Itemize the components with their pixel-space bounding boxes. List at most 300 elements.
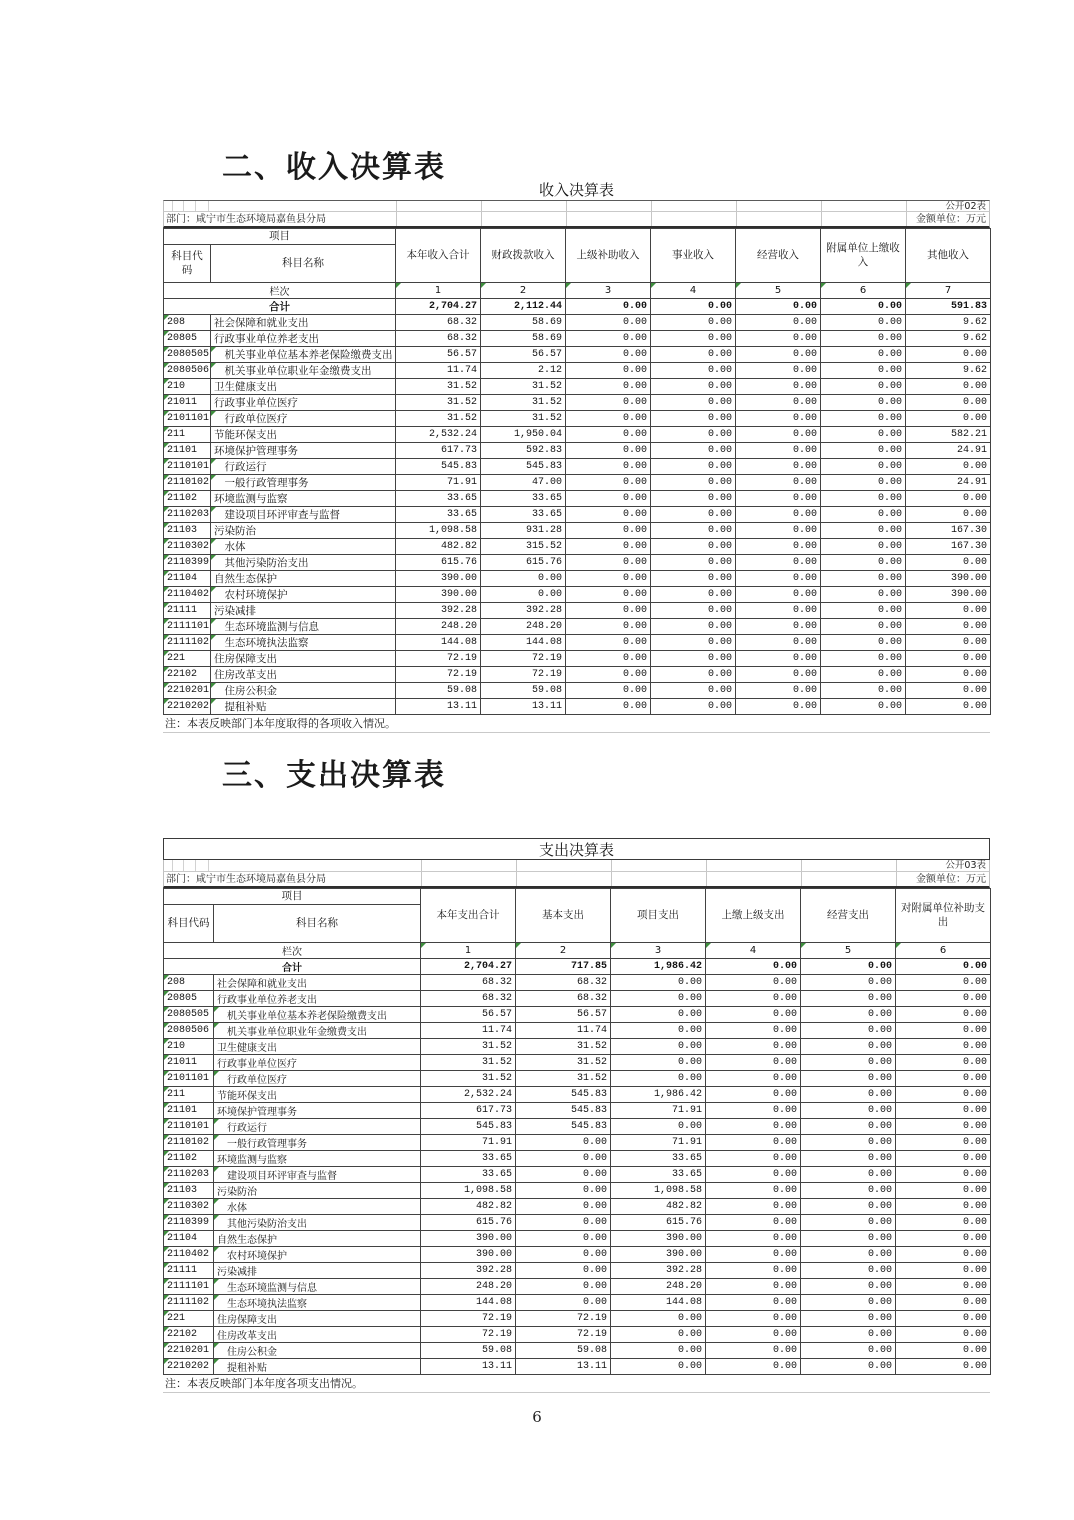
subject-name-cell: 一般行政管理事务 [211,475,396,491]
value-cell: 144.08 [421,1295,516,1311]
value-cell: 2.12 [481,363,566,379]
table-row [164,651,991,667]
subject-code-cell: 21102 [164,1151,214,1167]
table-row [164,1119,991,1135]
value-cell: 1,986.42 [611,1087,706,1103]
value-cell: 0.00 [801,1215,896,1231]
subject-name-cell: 水体 [211,539,396,555]
value-cell: 0.00 [821,539,906,555]
value-cell: 0.00 [651,507,736,523]
value-cell: 0.00 [821,363,906,379]
table-row [164,1167,991,1183]
table-row [164,1327,991,1343]
subject-code-cell: 2080505 [164,1007,214,1023]
value-cell: 0.00 [566,667,651,683]
value-cell: 0.00 [736,331,821,347]
value-cell: 0.00 [651,475,736,491]
subject-name-cell: 机关事业单位基本养老保险缴费支出 [211,347,396,363]
department-label: 部门：咸宁市生态环境局嘉鱼县分局 [166,874,326,885]
value-cell: 0.00 [566,491,651,507]
column-header: 基本支出 [516,889,611,943]
value-cell: 0.00 [651,395,736,411]
expense-table-note: 注：本表反映部门本年度各项支出情况。 [163,1375,990,1393]
value-cell: 0.00 [896,1247,991,1263]
value-cell: 13.11 [421,1359,516,1375]
value-cell: 0.00 [821,507,906,523]
subject-code-cell: 21104 [164,1231,214,1247]
table-row [164,315,991,331]
value-cell: 9.62 [906,363,991,379]
value-cell: 0.00 [651,459,736,475]
subject-name-cell: 环境监测与监察 [214,1151,421,1167]
subject-name-cell: 行政事业单位养老支出 [214,991,421,1007]
value-cell: 0.00 [736,683,821,699]
value-cell: 144.08 [611,1295,706,1311]
subject-code-cell: 2210201 [164,683,211,699]
value-cell: 0.00 [736,491,821,507]
value-cell: 0.00 [821,427,906,443]
value-cell: 0.00 [821,459,906,475]
subject-code-cell: 208 [164,315,211,331]
subject-name-cell: 其他污染防治支出 [214,1215,421,1231]
value-cell: 13.11 [516,1359,611,1375]
table-row [164,991,991,1007]
value-cell: 0.00 [821,443,906,459]
table-row [164,1087,991,1103]
value-cell: 0.00 [801,1327,896,1343]
value-cell: 1,950.04 [481,427,566,443]
subject-name-cell: 生态环境监测与信息 [214,1279,421,1295]
value-cell: 0.00 [906,619,991,635]
value-cell: 615.76 [481,555,566,571]
value-cell: 0.00 [896,1231,991,1247]
value-cell: 0.00 [896,1215,991,1231]
value-cell: 0.00 [706,1055,801,1071]
subject-name-cell: 节能环保支出 [211,427,396,443]
value-cell: 0.00 [821,347,906,363]
value-cell: 167.30 [906,523,991,539]
value-cell: 0.00 [706,1151,801,1167]
table-row [164,635,991,651]
table-row [164,1295,991,1311]
value-cell: 0.00 [736,475,821,491]
total-label: 合计 [164,299,396,315]
value-cell: 0.00 [566,315,651,331]
value-cell: 0.00 [706,1359,801,1375]
subject-name-cell: 环境监测与监察 [211,491,396,507]
value-cell: 0.00 [736,587,821,603]
table-row [164,1247,991,1263]
subject-name-cell: 节能环保支出 [214,1087,421,1103]
subject-code-cell: 211 [164,1087,214,1103]
subject-name-cell: 行政事业单位养老支出 [211,331,396,347]
value-cell: 33.65 [611,1167,706,1183]
value-cell: 0.00 [821,699,906,715]
value-cell: 58.69 [481,331,566,347]
value-cell: 0.00 [481,571,566,587]
table-row [164,507,991,523]
subject-code-cell: 2110203 [164,507,211,523]
column-header: 项目支出 [611,889,706,943]
subject-name-cell: 提租补贴 [214,1359,421,1375]
value-cell: 390.00 [906,587,991,603]
value-cell: 0.00 [611,1119,706,1135]
value-cell: 0.00 [706,1247,801,1263]
value-cell: 0.00 [906,683,991,699]
value-cell: 390.00 [611,1247,706,1263]
value-cell: 144.08 [481,635,566,651]
value-cell: 31.52 [481,395,566,411]
table-row [164,491,991,507]
value-cell: 0.00 [611,1039,706,1055]
subject-code-cell: 2110102 [164,1135,214,1151]
value-cell: 0.00 [801,1247,896,1263]
value-cell: 0.00 [566,299,651,315]
table-row [164,395,991,411]
value-cell: 0.00 [651,651,736,667]
value-cell: 0.00 [906,507,991,523]
value-cell: 2,704.27 [421,959,516,975]
table-row [164,1071,991,1087]
value-cell: 0.00 [611,1007,706,1023]
table-row [164,1023,991,1039]
subject-code-cell: 2080505 [164,347,211,363]
value-cell: 617.73 [396,443,481,459]
subject-code-cell: 21011 [164,1055,214,1071]
value-cell: 0.00 [801,1007,896,1023]
subject-name-cell: 社会保障和就业支出 [211,315,396,331]
value-cell: 13.11 [481,699,566,715]
subject-code-cell: 221 [164,1311,214,1327]
subject-code-cell: 210 [164,1039,214,1055]
value-cell: 615.76 [611,1215,706,1231]
subject-code-cell: 2110101 [164,459,211,475]
subject-code-cell: 2110402 [164,587,211,603]
table-row [164,379,991,395]
value-cell: 0.00 [566,379,651,395]
value-cell: 0.00 [706,1135,801,1151]
value-cell: 0.00 [516,1263,611,1279]
subject-name-cell: 自然生态保护 [211,571,396,587]
table-row [164,411,991,427]
table-row [164,1215,991,1231]
value-cell: 72.19 [481,651,566,667]
subject-name-cell: 机关事业单位基本养老保险缴费支出 [214,1007,421,1023]
value-cell: 0.00 [821,299,906,315]
value-cell: 0.00 [516,1215,611,1231]
value-cell: 31.52 [421,1055,516,1071]
value-cell: 31.52 [421,1071,516,1087]
value-cell: 0.00 [611,1327,706,1343]
table-row [164,1279,991,1295]
value-cell: 0.00 [801,1071,896,1087]
expense-department-row [163,872,990,888]
value-cell: 0.00 [896,959,991,975]
value-cell: 68.32 [396,331,481,347]
subject-name-cell: 一般行政管理事务 [214,1135,421,1151]
value-cell: 0.00 [566,539,651,555]
table-row [164,475,991,491]
table-row [164,539,991,555]
value-cell: 0.00 [651,555,736,571]
value-cell: 0.00 [651,315,736,331]
value-cell: 58.69 [481,315,566,331]
subject-code-cell: 2101101 [164,411,211,427]
subject-name-cell: 行政运行 [211,459,396,475]
value-cell: 2,112.44 [481,299,566,315]
table-row [164,459,991,475]
value-cell: 545.83 [516,1119,611,1135]
value-cell: 0.00 [821,411,906,427]
code-header: 科目代码 [164,905,214,943]
value-cell: 0.00 [736,523,821,539]
value-cell: 71.91 [611,1135,706,1151]
expense-table [163,888,991,1375]
value-cell: 0.00 [516,1167,611,1183]
value-cell: 68.32 [396,315,481,331]
value-cell: 1,098.58 [611,1183,706,1199]
subject-name-cell: 住房保障支出 [211,651,396,667]
column-number: 1 [421,943,516,959]
value-cell: 0.00 [906,459,991,475]
value-cell: 0.00 [906,491,991,507]
value-cell: 0.00 [801,1119,896,1135]
value-cell: 0.00 [611,1055,706,1071]
table-row [164,587,991,603]
value-cell: 0.00 [821,603,906,619]
value-cell: 0.00 [736,443,821,459]
subject-name-cell: 住房改革支出 [211,667,396,683]
value-cell: 33.65 [611,1151,706,1167]
value-cell: 0.00 [611,1311,706,1327]
subject-code-cell: 21101 [164,443,211,459]
lanci-label: 栏次 [164,943,421,959]
column-number: 2 [481,283,566,299]
subject-name-cell: 污染防治 [214,1183,421,1199]
table-row [164,427,991,443]
value-cell: 0.00 [896,1311,991,1327]
subject-code-cell: 20805 [164,331,211,347]
name-header: 科目名称 [214,905,421,943]
value-cell: 0.00 [896,1119,991,1135]
subject-code-cell: 2111101 [164,619,211,635]
value-cell: 0.00 [736,539,821,555]
value-cell: 615.76 [396,555,481,571]
subject-name-cell: 环境保护管理事务 [214,1103,421,1119]
value-cell: 33.65 [421,1151,516,1167]
column-header: 经营收入 [736,229,821,283]
column-number: 3 [611,943,706,959]
subject-code-cell: 22102 [164,1327,214,1343]
value-cell: 0.00 [906,555,991,571]
table-row [164,1263,991,1279]
value-cell: 0.00 [896,1199,991,1215]
department-label: 部门：咸宁市生态环境局嘉鱼县分局 [166,214,326,225]
value-cell: 0.00 [736,299,821,315]
value-cell: 0.00 [906,347,991,363]
subject-name-cell: 行政运行 [214,1119,421,1135]
value-cell: 72.19 [421,1327,516,1343]
subject-code-cell: 2110302 [164,1199,214,1215]
table-row [164,1039,991,1055]
value-cell: 0.00 [611,1071,706,1087]
column-number: 3 [566,283,651,299]
page-number: 6 [532,1408,542,1426]
value-cell: 0.00 [651,443,736,459]
expense-public-label-row [163,860,990,872]
value-cell: 0.00 [801,1039,896,1055]
value-cell: 390.00 [396,571,481,587]
value-cell: 0.00 [566,475,651,491]
column-number: 6 [896,943,991,959]
value-cell: 0.00 [706,975,801,991]
value-cell: 0.00 [821,491,906,507]
subject-name-cell: 卫生健康支出 [211,379,396,395]
value-cell: 0.00 [896,1295,991,1311]
subject-code-cell: 20805 [164,991,214,1007]
value-cell: 0.00 [801,1263,896,1279]
value-cell: 617.73 [421,1103,516,1119]
value-cell: 0.00 [566,459,651,475]
total-row [164,299,991,315]
value-cell: 0.00 [821,523,906,539]
value-cell: 0.00 [801,1055,896,1071]
value-cell: 31.52 [396,411,481,427]
value-cell: 31.52 [516,1071,611,1087]
name-header: 科目名称 [211,245,396,283]
subject-code-cell: 221 [164,651,211,667]
subject-code-cell: 21011 [164,395,211,411]
value-cell: 392.28 [396,603,481,619]
value-cell: 11.74 [421,1023,516,1039]
value-cell: 0.00 [821,619,906,635]
value-cell: 0.00 [566,683,651,699]
value-cell: 0.00 [651,667,736,683]
total-label: 合计 [164,959,421,975]
value-cell: 0.00 [821,395,906,411]
subject-name-cell: 行政事业单位医疗 [211,395,396,411]
value-cell: 592.83 [481,443,566,459]
income-public-label-row [163,200,990,212]
value-cell: 0.00 [896,1279,991,1295]
value-cell: 0.00 [896,1183,991,1199]
value-cell: 0.00 [566,411,651,427]
value-cell: 71.91 [421,1135,516,1151]
section-heading-expense: 三、支出决算表 [222,758,446,793]
subject-name-cell: 住房公积金 [211,683,396,699]
value-cell: 71.91 [396,475,481,491]
value-cell: 0.00 [801,1199,896,1215]
table-row [164,555,991,571]
value-cell: 0.00 [896,1055,991,1071]
column-number: 4 [651,283,736,299]
value-cell: 0.00 [821,587,906,603]
value-cell: 0.00 [896,1007,991,1023]
value-cell: 11.74 [396,363,481,379]
value-cell: 0.00 [566,347,651,363]
value-cell: 0.00 [906,603,991,619]
value-cell: 0.00 [906,411,991,427]
value-cell: 72.19 [421,1311,516,1327]
subject-code-cell: 21111 [164,603,211,619]
value-cell: 0.00 [566,619,651,635]
subject-code-cell: 2110101 [164,1119,214,1135]
subject-name-cell: 污染减排 [211,603,396,619]
value-cell: 0.00 [706,1231,801,1247]
value-cell: 33.65 [421,1167,516,1183]
value-cell: 0.00 [896,1327,991,1343]
value-cell: 0.00 [801,1135,896,1151]
value-cell: 0.00 [651,587,736,603]
value-cell: 2,532.24 [396,427,481,443]
value-cell: 390.00 [611,1231,706,1247]
table-row [164,1343,991,1359]
value-cell: 931.28 [481,523,566,539]
value-cell: 390.00 [421,1231,516,1247]
value-cell: 248.20 [481,619,566,635]
column-number-row [164,283,991,299]
expense-table-title: 支出决算表 [163,838,990,860]
value-cell: 0.00 [566,427,651,443]
value-cell: 482.82 [611,1199,706,1215]
value-cell: 0.00 [821,667,906,683]
value-cell: 248.20 [396,619,481,635]
value-cell: 390.00 [421,1247,516,1263]
table-row [164,1199,991,1215]
value-cell: 2,532.24 [421,1087,516,1103]
subject-code-cell: 2210202 [164,1359,214,1375]
value-cell: 9.62 [906,331,991,347]
table-row [164,975,991,991]
income-table-section [163,180,990,733]
value-cell: 717.85 [516,959,611,975]
column-number-row [164,943,991,959]
value-cell: 68.32 [516,975,611,991]
value-cell: 59.08 [396,683,481,699]
value-cell: 0.00 [821,571,906,587]
value-cell: 0.00 [906,667,991,683]
value-cell: 0.00 [566,443,651,459]
subject-name-cell: 生态环境执法监察 [211,635,396,651]
value-cell: 1,986.42 [611,959,706,975]
value-cell: 482.82 [396,539,481,555]
value-cell: 0.00 [801,1183,896,1199]
value-cell: 0.00 [611,991,706,1007]
value-cell: 0.00 [736,603,821,619]
table-row [164,571,991,587]
subject-name-cell: 生态环境执法监察 [214,1295,421,1311]
value-cell: 0.00 [651,683,736,699]
value-cell: 0.00 [611,1359,706,1375]
table-row [164,1103,991,1119]
income-table-note: 注：本表反映部门本年度取得的各项收入情况。 [163,715,990,733]
value-cell: 0.00 [566,587,651,603]
table-row [164,1055,991,1071]
value-cell: 33.65 [481,507,566,523]
value-cell: 0.00 [801,1279,896,1295]
value-cell: 0.00 [801,959,896,975]
subject-name-cell: 污染减排 [214,1263,421,1279]
value-cell: 0.00 [801,1295,896,1311]
value-cell: 0.00 [706,1183,801,1199]
public-table-label: 公开02表 [945,201,986,212]
value-cell: 33.65 [396,491,481,507]
subject-name-cell: 农村环境保护 [214,1247,421,1263]
value-cell: 0.00 [566,523,651,539]
value-cell: 0.00 [651,539,736,555]
value-cell: 0.00 [736,555,821,571]
value-cell: 315.52 [481,539,566,555]
